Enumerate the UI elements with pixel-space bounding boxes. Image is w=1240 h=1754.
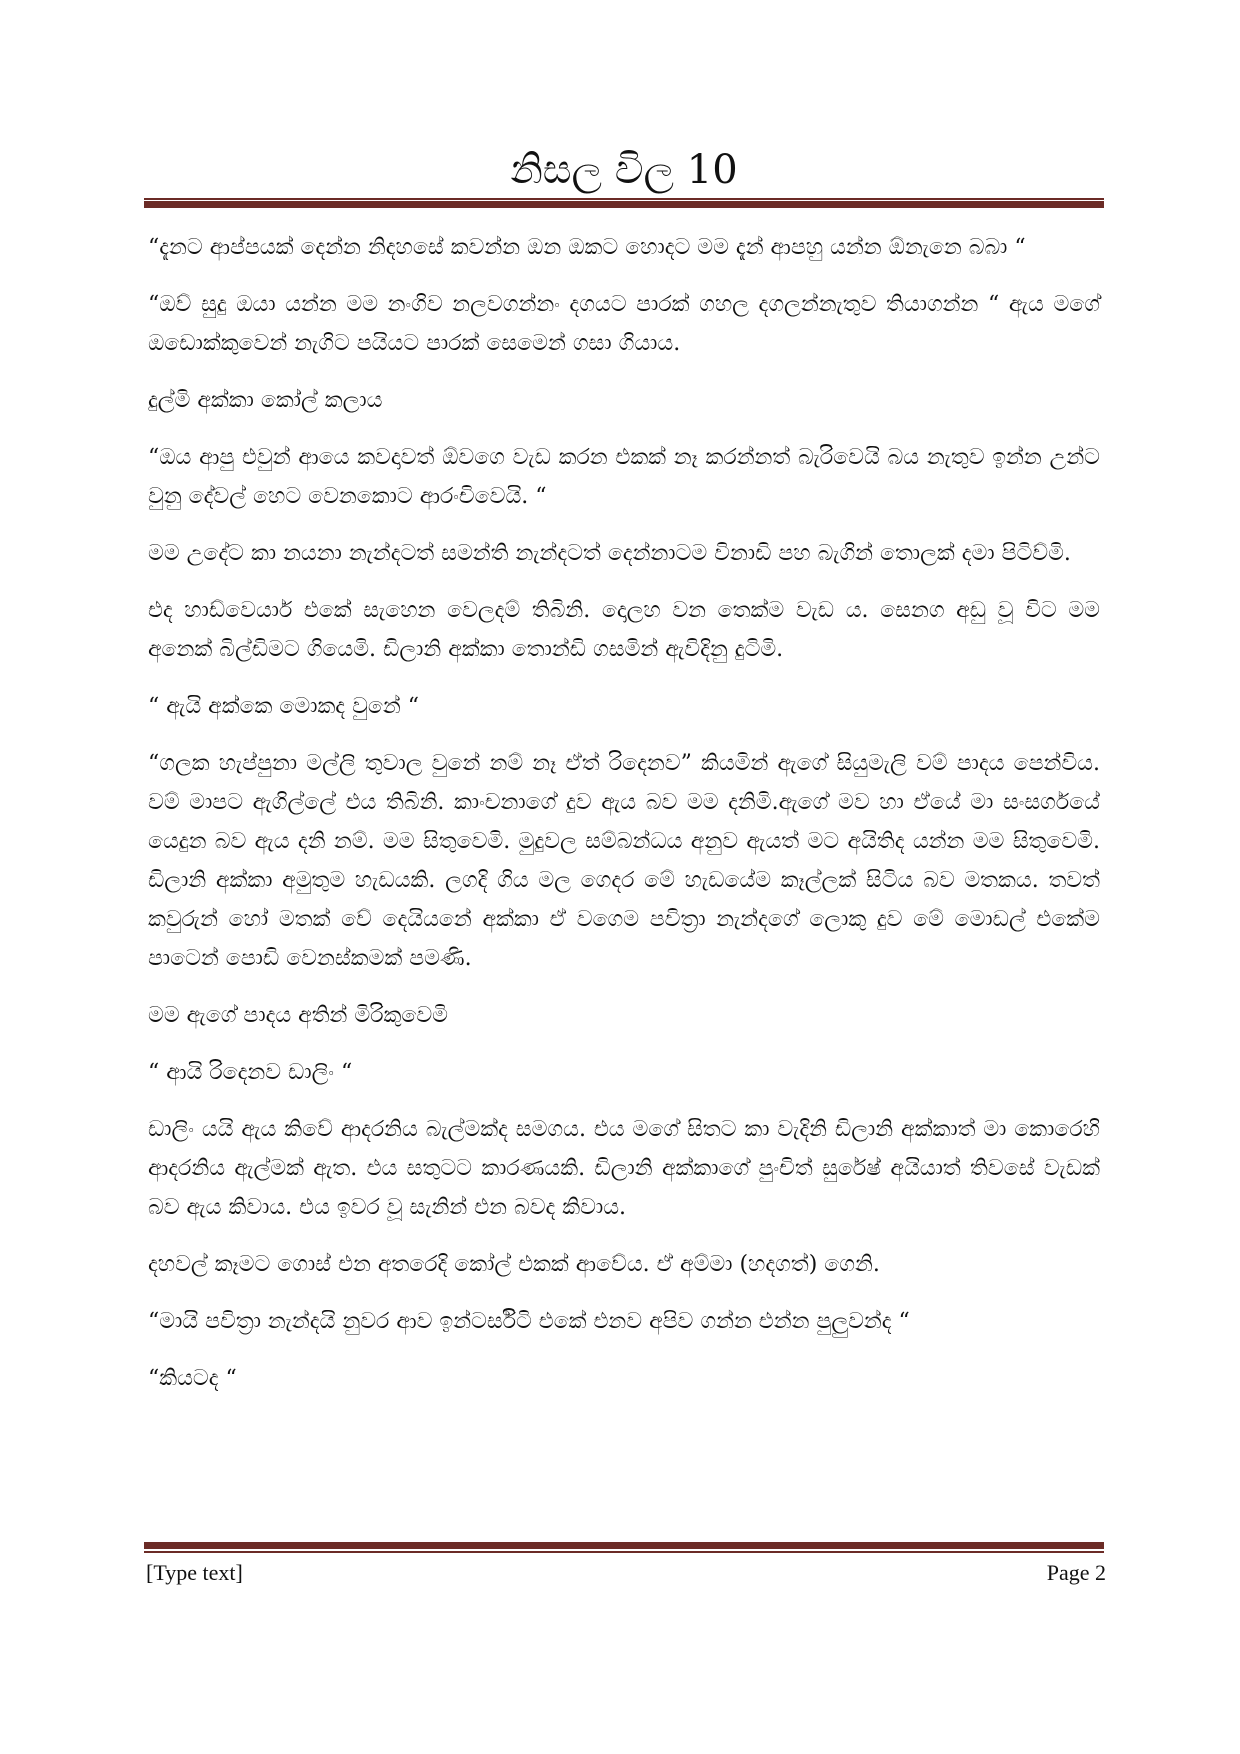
paragraph: “කියටද “ <box>148 1366 237 1391</box>
page-title: නිසල විල 10 <box>510 147 738 193</box>
paragraph: “ ආයි රිදෙනව ඩාලිං “ <box>148 1060 353 1085</box>
footer-placeholder-text: [Type text] <box>146 1560 243 1585</box>
body-text <box>148 228 1100 1416</box>
header-rule-thin <box>144 198 1104 200</box>
page-number: Page 2 <box>1046 1560 1106 1585</box>
header-rule-thick <box>144 201 1104 208</box>
footer-rule-thin <box>144 1551 1104 1553</box>
paragraph: “ ඇයි අක්කෙ මොකද වුනේ “ <box>148 694 419 719</box>
paragraph: “ඔව් සුදු ඔයා යන්න මම නංගිව නලවගන්නං දගයට පාරක් ගහල දගලන්නැතුව තියාගන්න “ ඇය මගේ ඔඩොක්කුවෙන් නැගිට පයියට පාරක් සෙමෙන් ගසා ගියාය. <box>148 292 1100 356</box>
paragraph: එද හාඩ්වෙයාර් එකේ සැහෙන වෙලදම් තිබිනි. දොලහ වන තෙක්ම වැඩ ය. සෙනග අඩු වූ විට මම අනෙක් බිල්ඩිමට ගියෙමි. ඩිලානි අක්කා තොන්ඩි ගසමින් ඇවිදිනු දුටිමි. <box>148 598 1100 662</box>
paragraph: දහවල් කෑමට ගොස් එන අතරෙදි කෝල් එකක් ආවේය. ඒ අම්මා (හදගත්) ගෙනි. <box>148 1252 880 1277</box>
paragraph: “දැනට ආප්පයක් දෙන්න නිදහසේ කවන්න ඔන ඔකට හොදට මම දැන් ආපහු යන්න ඕනැනෙ බබා “ <box>148 235 1026 260</box>
paragraph: “ඔය ආපු එවුන් ආයෙ කවදාවත් ඕවගෙ වැඩ කරන එකක් නෑ කරන්නත් බැරිවෙයි බය නැතුව ඉන්න උන්ට වුනු දේවල් හෙට වෙනකොට ආරංචිවෙයි. “ <box>148 445 1100 509</box>
paragraph: “ගලක හැප්පුනා මල්ලි තුවාල වුනේ නම් නෑ ඒත් රිදෙනව” කියමින් ඇගේ සියුමැලි වම් පාදය පෙන්විය. වම් මාපට ඇගිල්ලේ එය තිබිනි. කාංචනාගේ දුව ඇය බව මම දනිමි.ඇගේ මව හා ඒයේ මා සංසර්ගයේ යෙදුන බව ඇය දනි නම්. මම සිතුවෙමි. මුදුවල සම්බන්ධය අනුව ඇයත් මට අයිතිද යන්න මම සිතුවෙමි. ඩිලානි අක්කා අමුතුම හැඩයකි. ලගදි ගිය මල ගෙදර මේ හැඩයේම කෑල්ලක් සිටිය බව මතකය. තවත් කවුරුන් හෝ මතක් වේ දෙයියනේ අක්කා ඒ වගෙම පවිත්‍රා නැන්දගේ ලොකු දුව මේ මොඩල් එකේම පාටෙන් පොඩි වෙනස්කමක් පමණි. <box>148 751 1100 971</box>
paragraph: මම උදේට කා නයනා නැන්දටත් සමන්ති නැන්දටත් දෙන්නාටම විනාඩි පහ බැගින් තොලක් දමා පිටිව්මි. <box>148 541 1071 566</box>
paragraph: ඩාලිං යයි ඇය කිවේ ආදරනිය බැල්මක්ද සමගය. එය මගේ සිතට කා වැදිනි ඩිලානි අක්කාත් මා කොරෙහි ආදරනිය ඇල්මක් ඇත. එය සතුටට කාරණයකි. ඩිලානි අක්කාගේ පුංචිත් සුරේෂ් අයියාත් තිවසේ වැඩක් බව ඇය කිවාය. එය ඉවර වූ සැනින් එන බවද කිවාය. <box>148 1117 1100 1220</box>
paragraph: දුල්මි අක්කා කෝල් කලාය <box>148 388 383 413</box>
paragraph: මම ඇගේ පාදය අතින් මිරිකුවෙමි <box>148 1003 449 1028</box>
footer-rule-thick <box>144 1542 1104 1549</box>
paragraph: “මායි පවිත්‍රා නැන්දයි නුවර ආව ඉන්ටර්සිටි එකේ එනව අපිව ගන්න එන්න පුලුවන්ද “ <box>148 1309 910 1334</box>
